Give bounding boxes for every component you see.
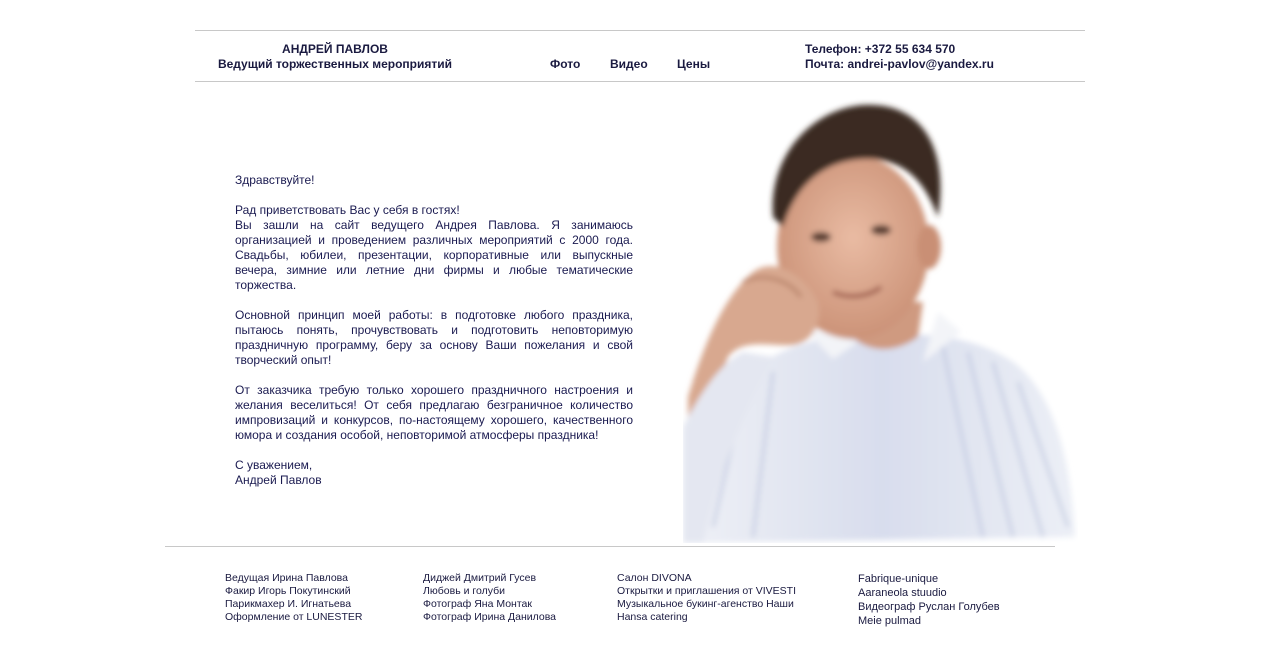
intro-first-line: Рад приветствовать Вас у себя в гостях! bbox=[235, 203, 460, 217]
welcome-text bbox=[235, 173, 633, 488]
nav-link-prices[interactable]: Цены bbox=[677, 57, 711, 71]
footer-link[interactable]: Оформление от LUNESTER bbox=[225, 611, 363, 623]
footer-link[interactable]: Ведущая Ирина Павлова bbox=[225, 572, 348, 584]
footer-link[interactable]: Фотограф Яна Монтак bbox=[423, 598, 532, 610]
footer-link[interactable]: Aaraneola stuudio bbox=[858, 587, 947, 599]
site-owner-name: АНДРЕЙ ПАВЛОВ bbox=[282, 42, 388, 56]
footer-links-col1 bbox=[225, 572, 362, 624]
footer-link[interactable]: Салон DIVONA bbox=[617, 572, 692, 584]
footer-link[interactable]: Открытки и приглашения от VIVESTI bbox=[617, 585, 797, 597]
footer-link[interactable]: Фотограф Ирина Данилова bbox=[423, 611, 556, 623]
header-bottom-divider bbox=[195, 81, 1085, 82]
footer-links-col4 bbox=[858, 572, 1000, 628]
footer-link[interactable]: Факир Игорь Покутинский bbox=[225, 585, 351, 597]
portrait-photo bbox=[683, 97, 1078, 543]
nav-link-photo[interactable]: Фото bbox=[550, 57, 581, 71]
header-top-divider bbox=[195, 30, 1085, 31]
footer-divider bbox=[165, 546, 1055, 547]
footer-link[interactable]: Любовь и голуби bbox=[423, 585, 505, 597]
contact-email[interactable]: Почта: andrei-pavlov@yandex.ru bbox=[805, 57, 994, 71]
signature: Андрей Павлов bbox=[235, 473, 322, 487]
intro-paragraph bbox=[235, 203, 633, 293]
footer-link[interactable]: Fabrique-unique bbox=[858, 573, 939, 585]
footer-links-col3 bbox=[617, 572, 796, 624]
footer-link[interactable]: Hansa catering bbox=[617, 611, 688, 623]
nav-link-video[interactable]: Видео bbox=[610, 57, 648, 71]
footer-link[interactable]: Музыкальное букинг-агенство Наши bbox=[617, 598, 794, 610]
contact-phone: Телефон: +372 55 634 570 bbox=[805, 42, 956, 56]
footer-link[interactable]: Диджей Дмитрий Гусев bbox=[423, 572, 537, 584]
principle-paragraph: Основной принцип моей работы: в подготовке любого праздника, пытаюсь понять, прочувствовать и подготовить неповторимую праздничную программу, беру за основу Ваши пожелания и свой творческий опыт! bbox=[235, 308, 633, 367]
footer-link[interactable]: Meie pulmad bbox=[858, 615, 921, 627]
footer-link[interactable]: Парикмахер И. Игнатьева bbox=[225, 598, 352, 610]
greeting: Здравствуйте! bbox=[235, 173, 315, 187]
intro-body: Вы зашли на сайт ведущего Андрея Павлова. Я занимаюсь организацией и проведением различных мероприятий с 2000 года. Свадьбы, юбилеи, презентации, корпоративные или выпускные вечера, зимние или летние дни фирмы и любые тематические торжества. bbox=[235, 218, 633, 292]
offer-paragraph: От заказчика требую только хорошего праздничного настроения и желания веселиться! От себя предлагаю безграничное количество импровизаций и конкурсов, по-настоящему хорошего, качественного юмора и создания особой, неповторимой атмосферы праздника! bbox=[235, 383, 633, 442]
closing-line: С уважением, bbox=[235, 458, 313, 472]
footer-links-col2 bbox=[423, 572, 556, 624]
footer-link[interactable]: Видеограф Руслан Голубев bbox=[858, 601, 1000, 613]
site-owner-subtitle: Ведущий торжественных мероприятий bbox=[217, 57, 453, 71]
